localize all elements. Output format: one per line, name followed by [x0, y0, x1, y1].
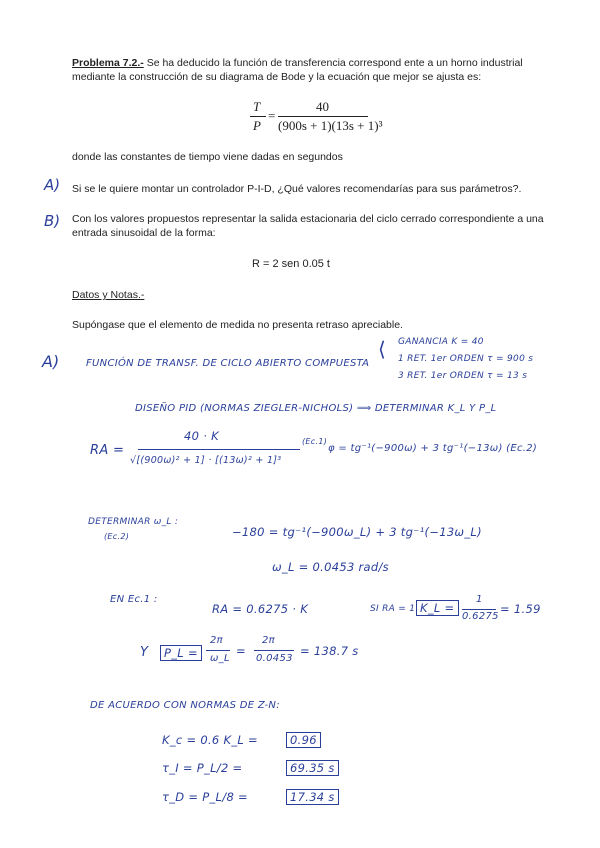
hw-y-label: Y [140, 645, 149, 660]
hw-pid-design: DISEÑO PID (NORMAS ZIEGLER-NICHOLS) ⟹ DETERMINAR K_L Y P_L [135, 403, 497, 414]
hw-wl-equation: −180 = tg⁻¹(−900ω_L) + 3 tg⁻¹(−13ω_L) [232, 525, 482, 539]
hw-wl-value: ω_L = 0.0453 rad/s [272, 560, 389, 574]
hw-brace-first-order-3: 3 RET. 1er ORDEN τ = 13 s [398, 371, 528, 381]
hw-ra-lhs: RA = [90, 443, 125, 458]
margin-letter-b: B) [44, 212, 61, 230]
hw-pl-den2: 0.0453 [256, 653, 293, 664]
input-equation: R = 2 sen 0.05 t [252, 258, 330, 270]
hw-kl-result: = 1.59 [500, 602, 541, 616]
hw-pl-bar1 [206, 650, 230, 651]
hw-ra-bar [138, 449, 300, 450]
hw-determine-wl: DETERMINAR ω_L : [88, 517, 179, 527]
hw-ra-numerator: 40 · K [184, 429, 219, 443]
hw-open-loop-title: FUNCIÓN DE TRANSF. DE CICLO ABIERTO COMPUESTA [86, 358, 370, 369]
hw-pl-num1: 2π [210, 635, 223, 646]
problem-intro-text: Se ha deducido la función de transferencia correspond ente a un horno industrial mediante la construcción de su diagrama de Bode y la ecuación que mejor se ajusta es: [72, 57, 523, 83]
hw-in-ec1: EN Ec.1 : [110, 594, 158, 605]
hw-pl-num2: 2π [262, 635, 275, 646]
eq-bar [278, 116, 368, 117]
hw-ra-denominator: √[(900ω)² + 1] · [(13ω)² + 1]³ [130, 455, 282, 466]
eq-numerator: 40 [316, 99, 329, 114]
hw-kl-frac-num: 1 [476, 594, 483, 605]
hw-ti-formula: τ_I = P_L/2 = [162, 761, 243, 775]
hw-kl-frac-bar [462, 609, 496, 610]
time-constant-note: donde las constantes de tiempo viene dadas en segundos [72, 151, 343, 163]
hw-if-ra-one: SI RA = 1 [370, 604, 416, 614]
eq-lhs-den: P [253, 118, 261, 133]
hw-answer-a-label: A) [42, 352, 60, 371]
hw-ra-value: RA = 0.6275 · K [212, 602, 309, 616]
eq-lhs-bar [250, 116, 266, 117]
eq-denominator: (900s + 1)(13s + 1)³ [278, 118, 383, 133]
hw-ec1-label: (Ec.1) [302, 437, 328, 446]
hw-brace-first-order-1: 1 RET. 1er ORDEN τ = 900 s [398, 354, 534, 364]
hw-td-formula: τ_D = P_L/8 = [162, 790, 248, 804]
data-notes-text: Supóngase que el elemento de medida no presenta retraso apreciable. [72, 319, 403, 331]
hw-brace-icon: ⟨ [378, 337, 387, 361]
hw-pl-bar2 [254, 650, 294, 651]
problem-intro [72, 56, 562, 84]
hw-kc-value: 0.96 [286, 732, 321, 748]
margin-letter-a: A) [44, 176, 61, 194]
hw-pl-equals: = [236, 644, 246, 658]
hw-ec2-label: (Ec.2) [104, 532, 130, 541]
hw-td-value: 17.34 s [286, 789, 339, 805]
hw-kl-frac-den: 0.6275 [462, 611, 499, 622]
hw-kl-lhs: K_L = [416, 600, 459, 616]
hw-pl-den1: ω_L [210, 653, 230, 664]
hw-ti-value: 69.35 s [286, 760, 339, 776]
hw-pl-result: = 138.7 s [300, 644, 359, 658]
eq-lhs-num: T [253, 99, 261, 114]
question-a: Si se le quiere montar un controlador P-I-D, ¿Qué valores recomendarías para sus parámetros?. [72, 183, 522, 195]
hw-kc-formula: K_c = 0.6 K_L = [162, 733, 258, 747]
hw-zn-title: DE ACUERDO CON NORMAS DE Z-N: [90, 700, 280, 711]
hw-pl-lhs: P_L = [160, 645, 202, 661]
problem-title: Problema 7.2.- [72, 57, 144, 69]
hw-phase-equation: φ = tg⁻¹(−900ω) + 3 tg⁻¹(−13ω) (Ec.2) [328, 443, 538, 454]
eq-equals: = [268, 108, 276, 123]
data-notes-title: Datos y Notas.- [72, 289, 145, 301]
hw-brace-gain: GANANCIA K = 40 [398, 337, 484, 347]
question-b: Con los valores propuestos representar la salida estacionaria del ciclo cerrado correspondiente a una entrada sinusoidal de la forma: [72, 213, 544, 239]
